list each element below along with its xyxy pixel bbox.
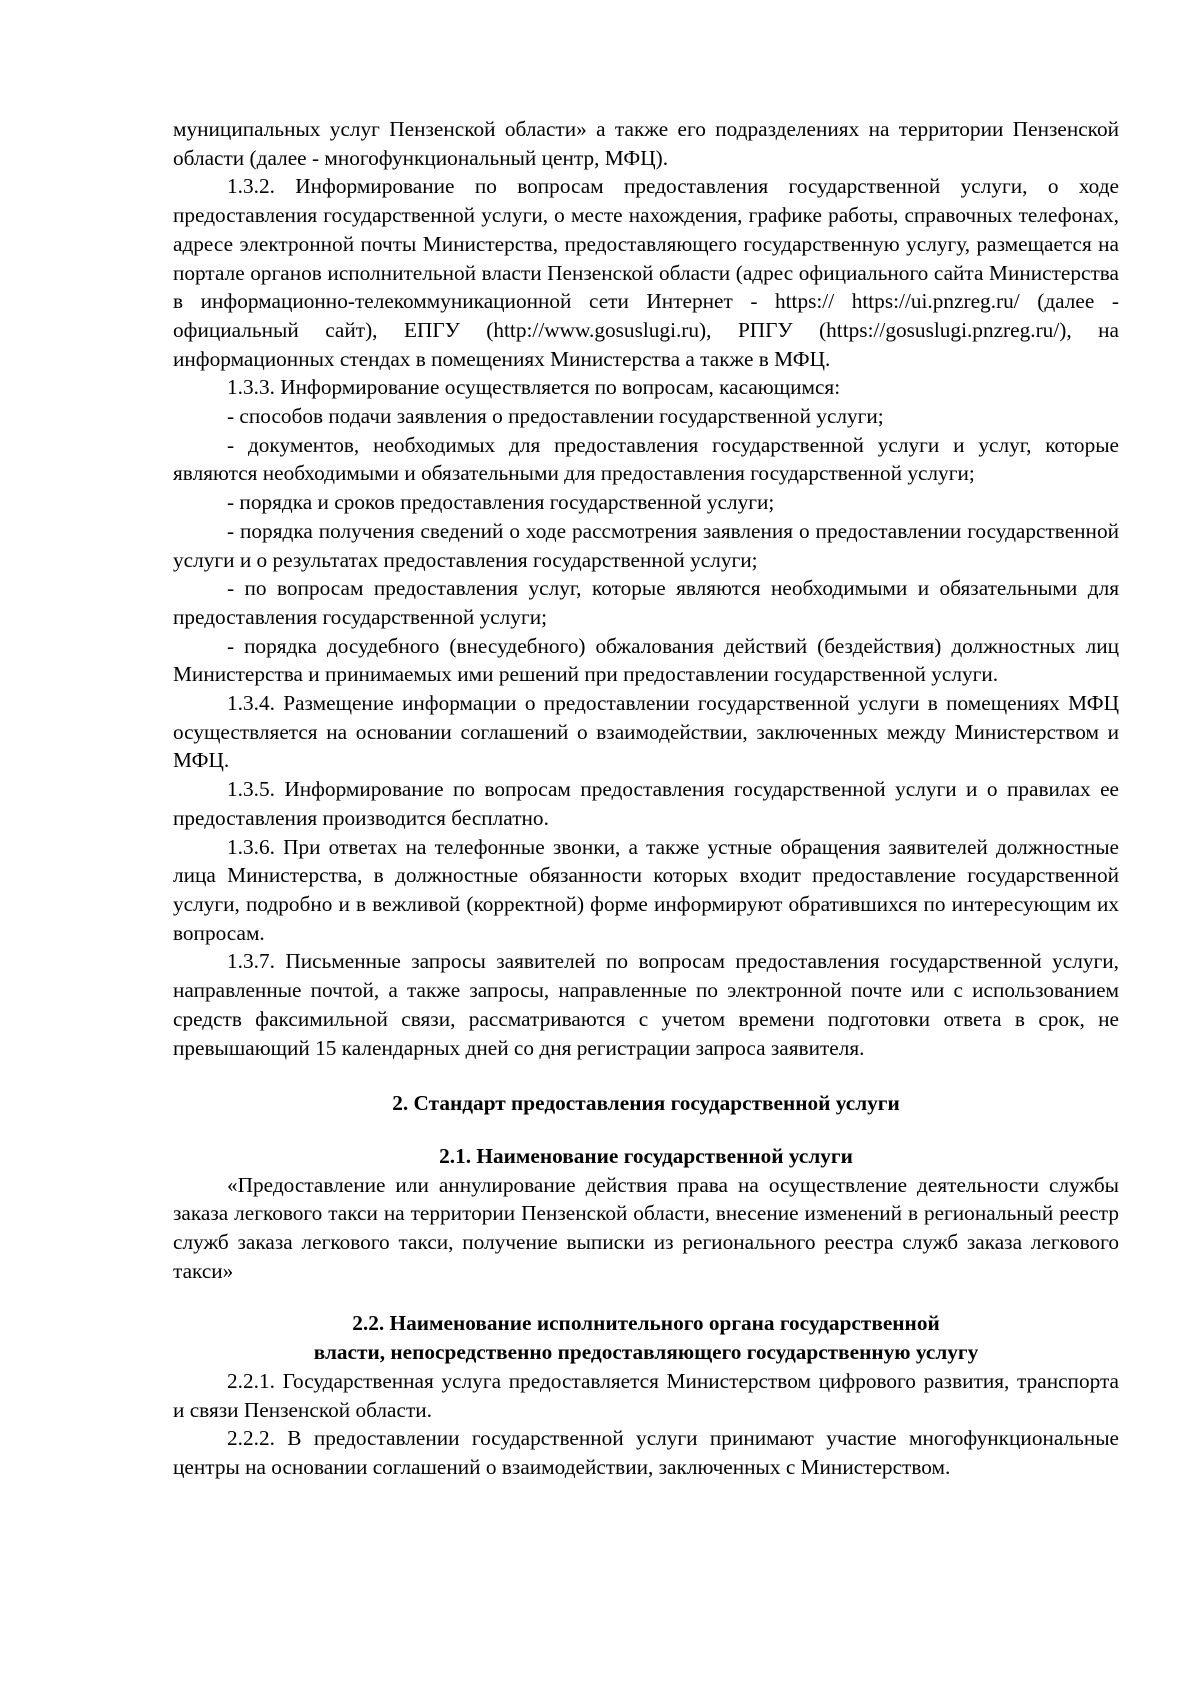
list-item-appeal-procedure: - порядка досудебного (внесудебного) обжалования действий (бездействия) должностных лиц Министерства и принимаемых ими решений при предоставлении государственной услуги. (173, 633, 1119, 687)
subsection-2-1-heading: 2.1. Наименование государственной услуги (439, 1143, 853, 1168)
list-item-procedure-terms: - порядка и сроков предоставления государственной услуги; (227, 490, 775, 515)
spacer (173, 1118, 1119, 1142)
section-2-heading: 2. Стандарт предоставления государственной услуги (392, 1091, 900, 1116)
document-body (173, 115, 1119, 1482)
subsection-2-2-heading-line1: 2.2. Наименование исполнительного органа государственной (352, 1311, 940, 1336)
paragraph-1-3-4: 1.3.4. Размещение информации о предоставлении государственной услуги в помещениях МФЦ осуществляется на основании соглашений о взаимодействии, заключенных между Министерством и МФЦ. (173, 691, 1119, 773)
list-item-related-services: - по вопросам предоставления услуг, которые являются необходимыми и обязательными для предоставления государственной услуги; (173, 576, 1119, 629)
paragraph-1-3-3: 1.3.3. Информирование осуществляется по вопросам, касающимся: (227, 375, 841, 400)
list-item-progress-info: - порядка получения сведений о ходе рассмотрения заявления о предоставлении государственной услуги и о результатах предоставления государственной услуги; (173, 518, 1119, 572)
subsection-2-2-heading-line2: власти, непосредственно предоставляющего государственную услугу (313, 1340, 979, 1365)
spacer (173, 1062, 1119, 1089)
spacer (173, 1285, 1119, 1309)
paragraph-2-2-1: 2.2.1. Государственная услуга предоставляется Министерством цифрового развития, транспорта и связи Пензенской области. (173, 1368, 1119, 1422)
service-name-text: «Предоставление или аннулирование действия права на осуществление деятельности службы заказа легкового такси на территории Пензенской области, внесение изменений в региональный реестр служб заказа легкового такси, получение выписки из регионального реестра служб заказа легкового такси» (173, 1172, 1119, 1283)
paragraph-1-3-7: 1.3.7. Письменные запросы заявителей по вопросам предоставления государственной услуги, направленные почтой, а также запросы, направленные по электронной почте или с использованием средств факсимильной связи, рассматриваются с учетом времени подготовки ответа в срок, не превышающий 15 календарных дней со дня регистрации запроса заявителя. (173, 949, 1119, 1060)
paragraph-1-3-2: 1.3.2. Информирование по вопросам предоставления государственной услуги, о ходе предоставления государственной услуги, о месте нахождения, графике работы, справочных телефонах, адресе электронной почты Министерства, предоставляющего государственную услугу, размещается на портале органов исполнительной власти Пензенской области (адрес официального сайта Министерства в информационно-телекоммуникационной сети Интернет - https:// https://ui.pnzreg.ru/ (далее - официальный сайт), ЕПГУ (http://www.gosuslugi.ru), РПГУ (https://gosuslugi.pnzreg.ru/), на информационных стендах в помещениях Министерства а также в МФЦ. (173, 174, 1119, 371)
list-item-required-documents: - документов, необходимых для предоставления государственной услуги и услуг, которые являются необходимыми и обязательными для предоставления государственной услуги; (173, 432, 1119, 486)
paragraph-intro-continuation: муниципальных услуг Пензенской области» а также его подразделениях на территории Пензенской области (далее - многофункциональный центр, МФЦ). (173, 117, 1119, 170)
list-item-submission-methods: - способов подачи заявления о предоставлении государственной услуги; (227, 404, 884, 429)
paragraph-1-3-5: 1.3.5. Информирование по вопросам предоставления государственной услуги и о правилах ее предоставления производится бесплатно. (173, 777, 1119, 830)
paragraph-1-3-6: 1.3.6. При ответах на телефонные звонки, а также устные обращения заявителей должностные лица Министерства, в должностные обязанности которых входит предоставление государственной услуги, подробно и в вежливой (корректной) форме информируют обратившихся по интересующим их вопросам. (173, 834, 1119, 945)
paragraph-2-2-2: 2.2.2. В предоставлении государственной услуги принимают участие многофункциональные центры на основании соглашений о взаимодействии, заключенных с Министерством. (173, 1426, 1119, 1479)
